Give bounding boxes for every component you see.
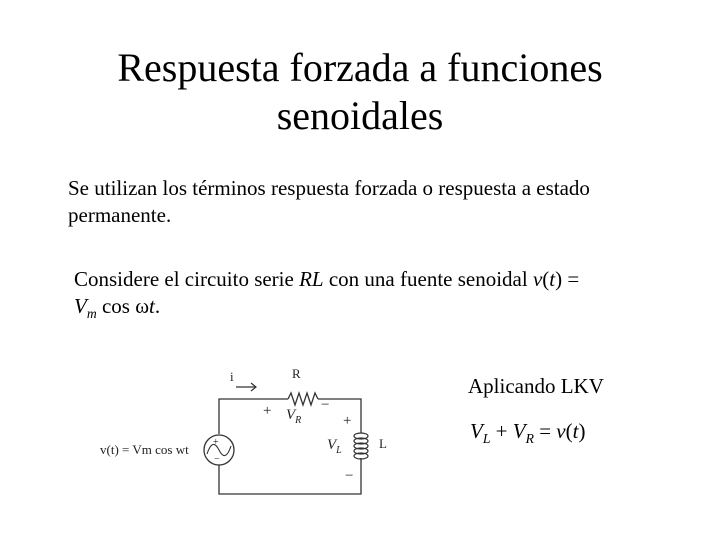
vr-minus: −	[321, 397, 330, 413]
consider-prefix: Considere el circuito serie	[74, 267, 300, 291]
eq-paren-close: )	[578, 419, 586, 443]
vl-minus: −	[345, 468, 354, 484]
intro-paragraph: Se utilizan los términos respuesta forzada o respuesta a estado permanente.	[68, 176, 590, 227]
inductor-label: L	[379, 436, 387, 451]
cos-text: cos	[96, 294, 136, 318]
vl-plus: +	[343, 413, 352, 429]
kvl-equation	[470, 418, 585, 444]
source-minus: −	[214, 454, 220, 465]
title-line-1: Respuesta forzada a funciones	[117, 45, 603, 90]
eq-vl-subscript: L	[482, 430, 491, 446]
paren-open: (	[542, 267, 550, 291]
vr-label	[286, 407, 301, 426]
vr-subscript: R	[295, 415, 302, 426]
title-line-2: senoidales	[276, 93, 444, 138]
v-symbol: v	[532, 267, 543, 291]
vl-subscript: L	[336, 445, 342, 456]
resistor-symbol	[288, 393, 318, 405]
omega-symbol: ω	[135, 294, 150, 318]
vr-base: V	[286, 407, 296, 423]
eq-vl-base: V	[470, 419, 483, 443]
vl-base: V	[327, 437, 337, 453]
paren-close-equals: ) =	[555, 267, 580, 291]
vl-label	[327, 437, 342, 456]
inductor-symbol	[354, 433, 368, 459]
eq-vl	[470, 419, 491, 446]
eq-plus: +	[490, 419, 513, 443]
source-label: v(t) = Vm cos wt	[100, 442, 189, 457]
eq-paren-open: (	[565, 419, 573, 443]
source-plus: +	[213, 437, 219, 448]
resistor-label: R	[292, 366, 301, 381]
rl-term: RL	[299, 267, 324, 291]
eq-vr	[512, 419, 534, 446]
vm-base: V	[74, 294, 87, 318]
vr-plus: +	[263, 403, 272, 419]
consider-middle: con una fuente senoidal	[323, 267, 533, 291]
eq-v: v	[556, 419, 566, 443]
vm-subscript: m	[86, 305, 97, 321]
eq-equals: =	[533, 419, 557, 443]
eq-vr-base: V	[512, 419, 526, 443]
t-symbol-2: t	[149, 294, 155, 318]
eq-t: t	[572, 419, 579, 443]
t-symbol: t	[549, 267, 556, 291]
period: .	[154, 294, 161, 318]
kvl-heading: Aplicando LKV	[468, 374, 604, 398]
current-label: i	[230, 369, 234, 384]
current-arrow-icon	[236, 383, 256, 391]
eq-vr-subscript: R	[525, 430, 534, 446]
